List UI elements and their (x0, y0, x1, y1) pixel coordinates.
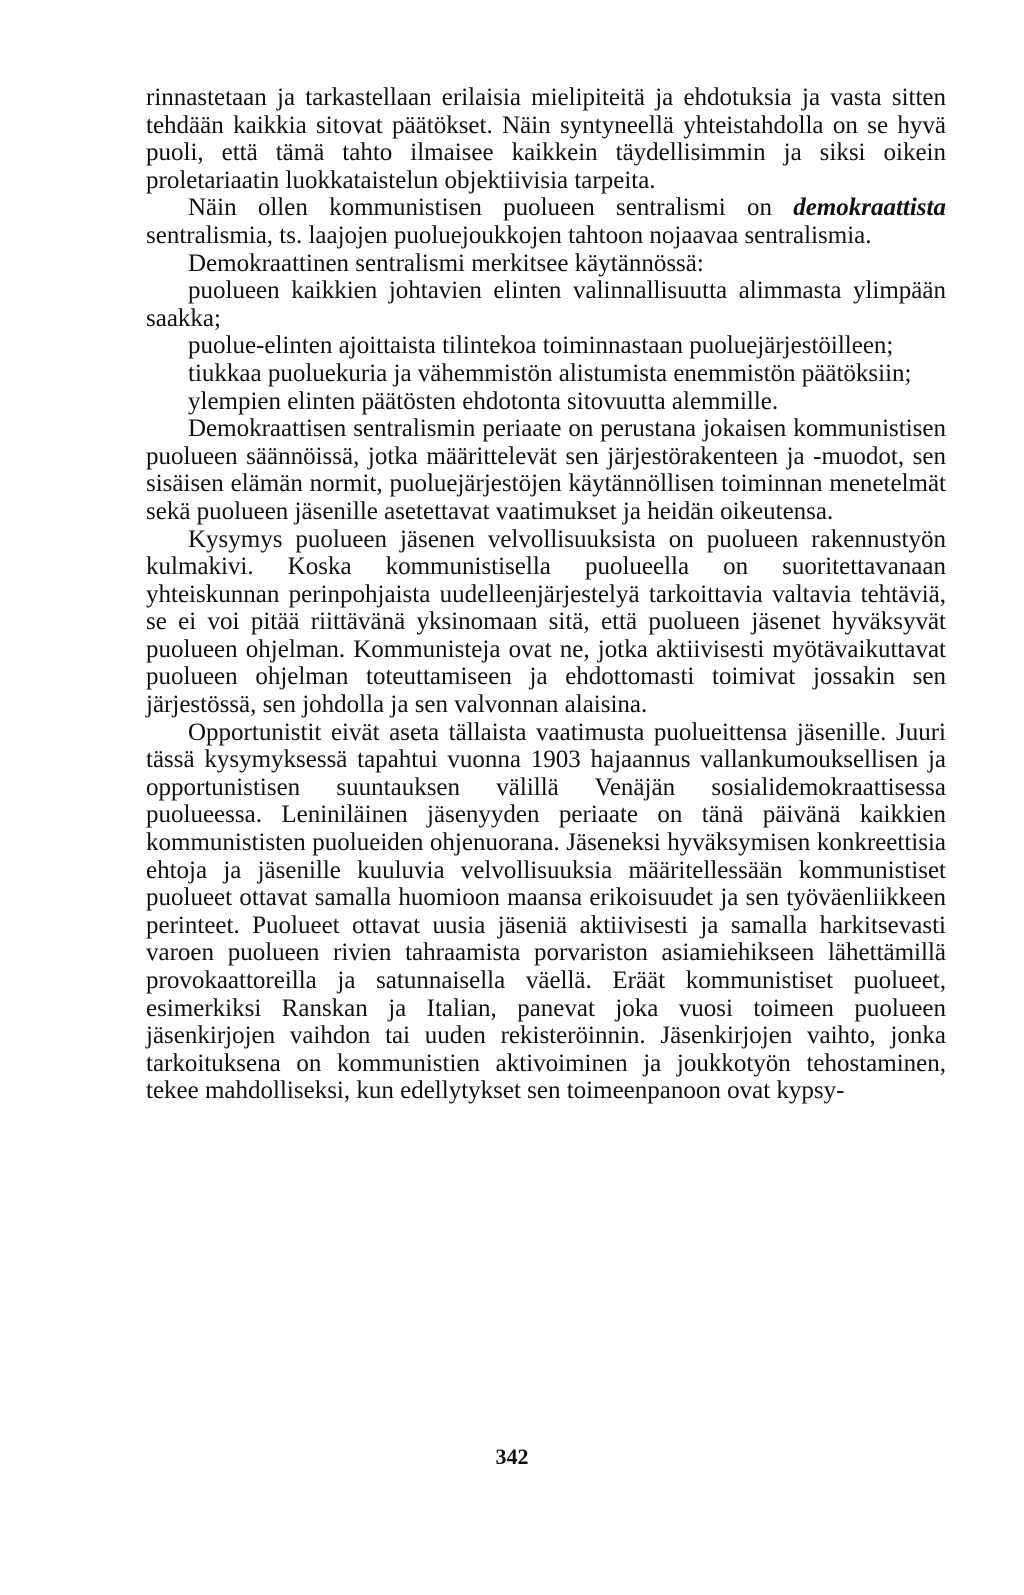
paragraph-principle: Demokraattisen sentralismin periaate on perustana jokaisen kommunistisen puolueen säännöissä, jotka määrittelevät sen järjestörakenteen ja -muodot, sen sisäisen elämän normit, puoluejärjestöjen käytännöllisen toiminnan menetelmät sekä puolueen jäsenille asetettavat vaatimukset ja heidän oikeutensa. (146, 415, 946, 525)
document-page (146, 84, 946, 1105)
paragraph-opportunists: Opportunistit eivät aseta tällaista vaatimusta puolueittensa jäsenille. Juuri tässä kysymyksessä tapahtui vuonna 1903 hajaannus vallankumouksellisen ja opportunistisen suuntauksen välillä Venäjän sosialidemokraattisessa puolueessa. Leniniläinen jäsenyyden periaate on tänä päivänä kaikkien kommunististen puolueiden ohjenuorana. Jäseneksi hyväksymisen konkreettisia ehtoja ja jäsenille kuuluvia velvollisuuksia määritellessään kommunistiset puolueet ottavat samalla huomioon maansa erikoisuudet ja sen työväenliikkeen perinteet. Puolueet ottavat uusia jäseniä aktiivisesti ja samalla harkitsevasti varoen puolueen rivien tahraamista porvariston asiamiehikseen lähettämillä provokaattoreilla ja satunnaisella väellä. Eräät kommunistiset puolueet, esimerkiksi Ranskan ja Italian, panevat joka vuosi toimeen puolueen jäsenkirjojen vaihdon tai uuden rekisteröinnin. Jäsenkirjojen vaihto, jonka tarkoituksena on kommunistien aktivoiminen ja joukkotyön tehostaminen, tekee mahdolliseksi, kun edellytykset sen toimeenpanoon ovat kypsy- (146, 718, 946, 1105)
paragraph-membership-question: Kysymys puolueen jäsenen velvollisuuksista on puolueen rakennustyön kulmakivi. Koska kommunistisella puolueella on suoritettavanaan yhteiskunnan perinpohjaista uudelleenjärjestelyä tarkoittavia valtavia tehtäviä, se ei voi pitää riittävänä yksinomaan sitä, että puolueen jäsenet hyväksyvät puolueen ohjelman. Kommunisteja ovat ne, jotka aktiivisesti myötävaikuttavat puolueen ohjelman toteuttamiseen ja ehdottomasti toimivat jossakin sen järjestössä, sen johdolla ja sen valvonnan alaisina. (146, 525, 946, 719)
list-item: ylempien elinten päätösten ehdotonta sitovuutta alemmille. (188, 387, 779, 415)
emphasized-word: demokraattista (793, 194, 946, 222)
page-number: 342 (495, 1444, 529, 1469)
list-item: puolueen kaikkien johtavien elinten valinnallisuutta alimmasta ylimpään saakka; (146, 277, 946, 332)
list-item: puolue-elinten ajoittaista tilintekoa toiminnastaan puoluejärjestöilleen; (188, 332, 894, 360)
paragraph-list-intro: Demokraattinen sentralismi merkitsee käytännössä: (188, 249, 704, 277)
paragraph-continuation: rinnastetaan ja tarkastellaan erilaisia mielipiteitä ja ehdotuksia ja vasta sitten tehdään kaikkia sitovat päätökset. Näin syntyneellä yhteistahdolla on se hyvä puoli, että tämä tahto ilmaisee kaikkein täydellisimmin ja siksi oikein proletariaatin luokkataistelun objektiivisia tarpeita. (146, 84, 946, 194)
paragraph-democratic-centralism (146, 194, 946, 249)
list-item: tiukkaa puoluekuria ja vähemmistön alistumista enemmistön päätöksiin; (188, 359, 912, 387)
paragraph-tail: sentralismia, ts. laajojen puoluejoukkojen tahtoon nojaavaa sentralismia. (146, 221, 872, 249)
paragraph-lead: Näin ollen kommunistisen puolueen sentralismi on (188, 194, 794, 222)
